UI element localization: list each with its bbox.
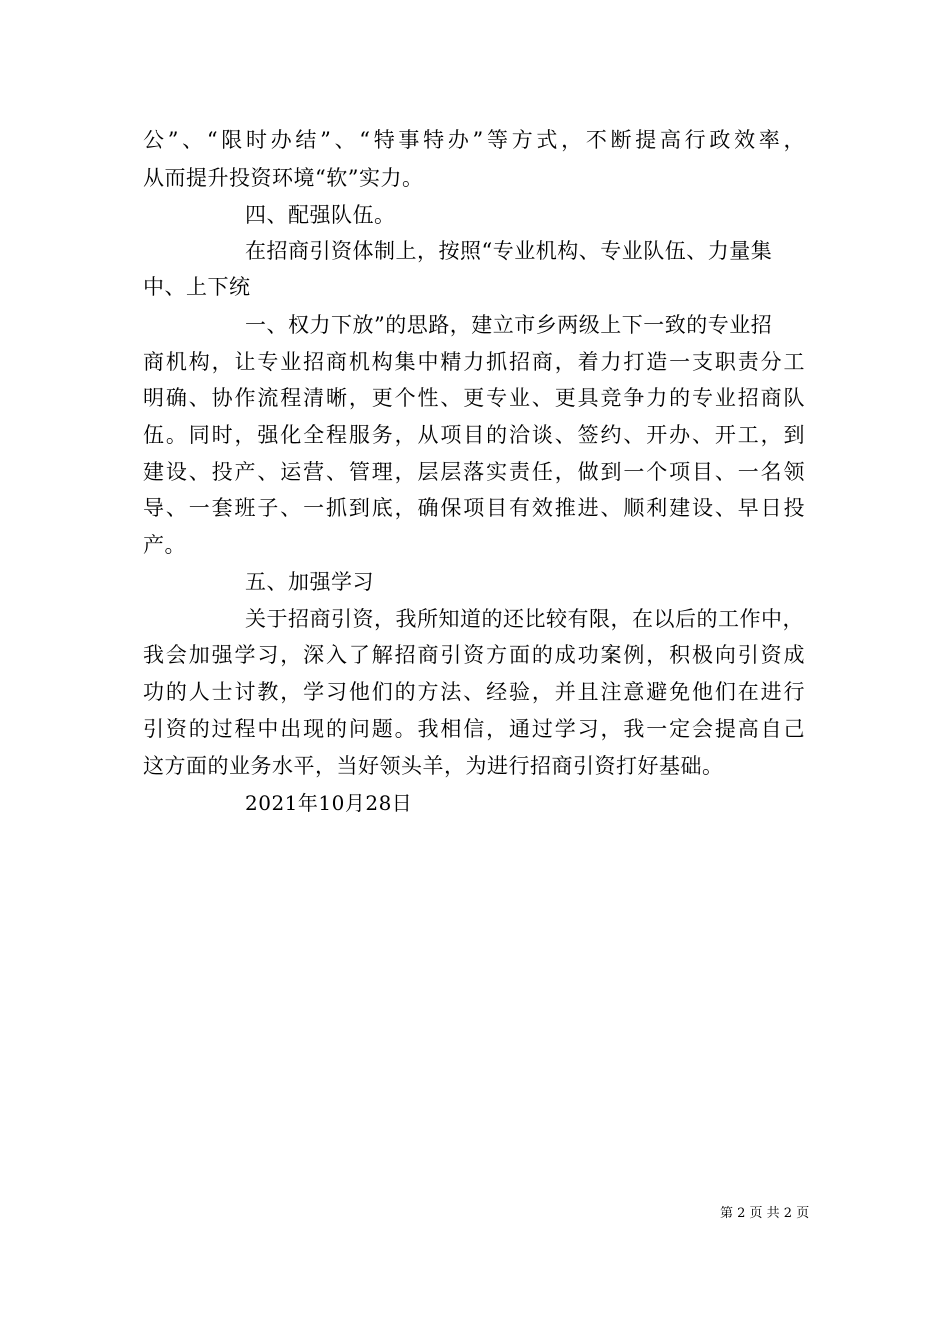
paragraph-line: 功的人士讨教，学习他们的方法、经验，并且注意避免他们在进行 <box>143 680 805 704</box>
paragraph-line: 商机构，让专业招商机构集中精力抓招商，着力打造一支职责分工 <box>143 350 805 374</box>
paragraph-line: 建设、投产、运营、管理，层层落实责任，做到一个项目、一名领 <box>143 460 805 484</box>
paragraph-line: 这方面的业务水平，当好领头羊，为进行招商引资打好基础。 <box>143 754 724 778</box>
document-date: 2021年10月28日 <box>245 791 413 815</box>
paragraph-line: 中、上下统 <box>143 275 251 299</box>
paragraph-line: 引资的过程中出现的问题。我相信，通过学习，我一定会提高自己 <box>143 717 805 741</box>
paragraph-line: 关于招商引资，我所知道的还比较有限，在以后的工作中， <box>245 607 804 631</box>
paragraph-line: 我会加强学习，深入了解招商引资方面的成功案例，积极向引资成 <box>143 643 805 667</box>
section-heading: 五、加强学习 <box>245 570 374 594</box>
page-number-footer: 第 2 页 共 2 页 <box>720 1206 810 1221</box>
paragraph-line: 明确、协作流程清晰，更个性、更专业、更具竞争力的专业招商队 <box>143 386 805 410</box>
paragraph-line: 一、权力下放”的思路，建立市乡两级上下一致的专业招 <box>245 313 773 337</box>
paragraph-line: 从而提升投资环境“软”实力。 <box>143 166 424 190</box>
paragraph-line: 导、一套班子、一抓到底，确保项目有效推进、顺利建设、早日投 <box>143 496 805 520</box>
paragraph-line: 产。 <box>143 533 186 557</box>
paragraph-line: 在招商引资体制上，按照“专业机构、专业队伍、力量集 <box>245 239 773 263</box>
paragraph-line: 公”、“限时办结”、“特事特办”等方式，不断提高行政效率， <box>143 128 805 152</box>
paragraph-line: 伍。同时，强化全程服务，从项目的洽谈、签约、开办、开工，到 <box>143 423 805 447</box>
section-heading: 四、配强队伍。 <box>245 203 396 227</box>
